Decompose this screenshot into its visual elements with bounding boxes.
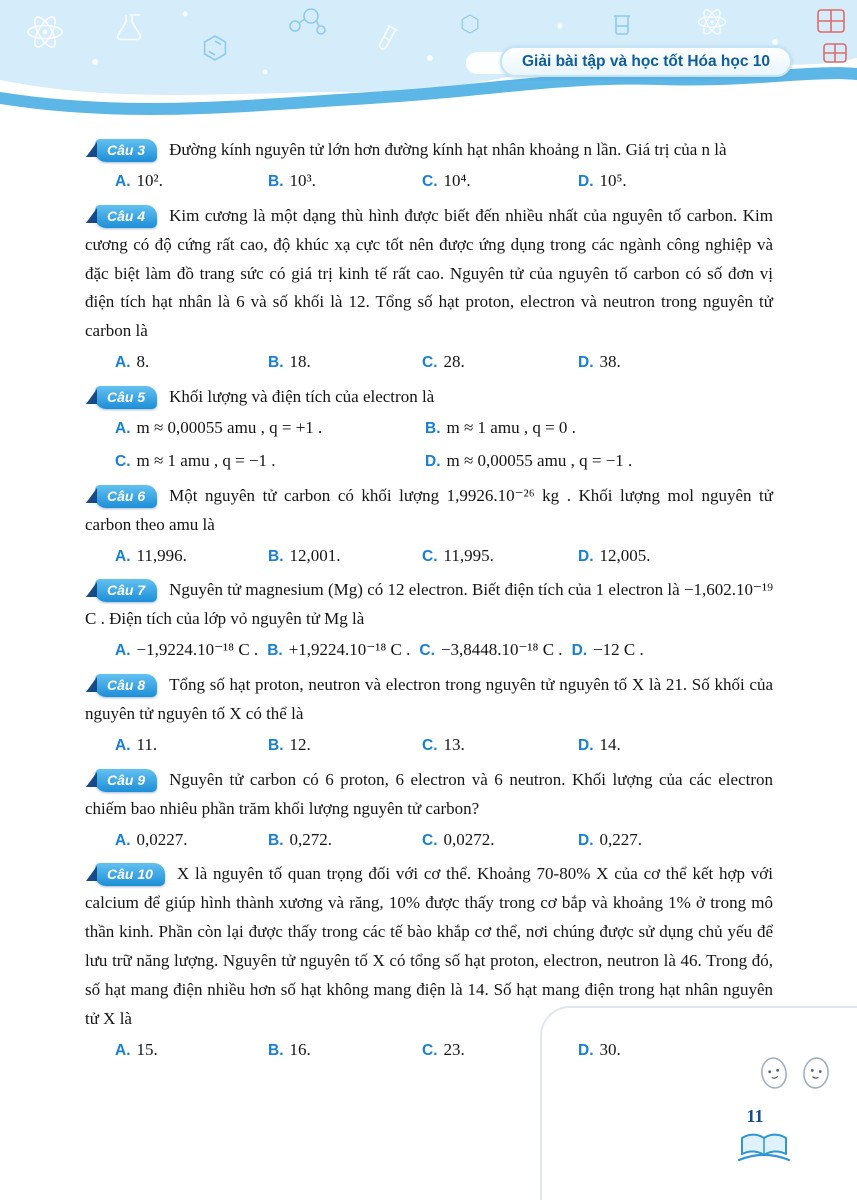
- question-7: [85, 576, 773, 665]
- option-letter: A.: [115, 642, 131, 660]
- open-book-icon: [736, 1128, 792, 1168]
- option-b: [268, 348, 422, 377]
- option-letter: D.: [578, 1041, 594, 1059]
- option-b: [267, 636, 410, 665]
- option-a: [115, 731, 268, 760]
- option-letter: D.: [571, 642, 588, 660]
- option-text: 14.: [599, 734, 621, 754]
- option-a: [115, 636, 258, 665]
- question-statement: Đường kính nguyên tử lớn hơn đường kính hạt nhân khoảng n lần. Giá trị của n là: [169, 140, 727, 159]
- option-letter: C.: [422, 831, 438, 849]
- option-text: +1,9224.10⁻¹⁸ C .: [288, 640, 411, 660]
- option-letter: B.: [268, 831, 284, 849]
- option-text: 11,996.: [136, 545, 187, 565]
- option-d: [572, 636, 644, 665]
- option-text: 15.: [136, 1039, 158, 1059]
- option-text: 12.: [289, 734, 311, 754]
- question-text: [85, 576, 773, 634]
- question-text: [85, 383, 773, 412]
- option-c: [115, 447, 425, 476]
- option-letter: B.: [267, 642, 283, 660]
- option-letter: B.: [268, 736, 284, 754]
- option-text: 23.: [443, 1039, 465, 1059]
- option-b: [268, 1036, 422, 1065]
- option-text: 10².: [136, 170, 163, 190]
- question-text: [85, 671, 773, 729]
- option-text: 10⁵.: [599, 170, 627, 190]
- question-statement: Nguyên tử magnesium (Mg) có 12 electron. Biết điện tích của 1 electron là −1,602.10⁻¹⁹ C . Điện tích của lớp vỏ nguyên tử Mg là: [85, 580, 774, 629]
- options: [85, 542, 773, 571]
- option-text: 28.: [443, 352, 465, 372]
- option-a: [115, 1036, 268, 1065]
- option-text: 12,001.: [289, 545, 341, 565]
- question-number-badge: Câu 10: [95, 863, 165, 886]
- option-b: [268, 826, 422, 855]
- option-letter: B.: [425, 420, 441, 438]
- question-3: [85, 136, 773, 196]
- option-c: [422, 542, 578, 571]
- corner-frame: [540, 1006, 857, 1200]
- option-c: [422, 348, 578, 377]
- option-letter: C.: [422, 736, 438, 754]
- options: [85, 636, 773, 665]
- question-number-badge: Câu 8: [95, 674, 157, 697]
- option-text: −3,8448.10⁻¹⁸ C .: [440, 640, 563, 660]
- options: [85, 731, 773, 760]
- question-number-badge: Câu 5: [95, 386, 157, 409]
- option-text: −12 C .: [593, 640, 644, 660]
- option-letter: A.: [115, 420, 131, 438]
- option-letter: C.: [115, 452, 131, 470]
- option-c: [422, 826, 578, 855]
- option-text: 0,272.: [289, 829, 332, 849]
- option-c: [422, 731, 578, 760]
- option-a: [115, 542, 268, 571]
- option-d: [578, 348, 773, 377]
- option-a: [115, 414, 425, 443]
- options: [85, 167, 773, 196]
- option-letter: D.: [578, 172, 594, 190]
- option-letter: D.: [578, 736, 594, 754]
- option-text: 11.: [136, 734, 158, 754]
- option-letter: D.: [578, 831, 594, 849]
- option-a: [115, 167, 268, 196]
- option-b: [268, 167, 422, 196]
- option-b: [425, 414, 773, 443]
- option-letter: A.: [115, 547, 131, 565]
- option-letter: D.: [578, 547, 594, 565]
- option-d: [578, 826, 773, 855]
- header-badge: Giải bài tập và học tốt Hóa học 10: [500, 46, 792, 77]
- option-text: m ≈ 0,00055 amu , q = −1 .: [446, 450, 633, 470]
- option-text: 16.: [289, 1039, 311, 1059]
- question-number-badge: Câu 7: [95, 579, 157, 602]
- question-number-badge: Câu 4: [95, 205, 157, 228]
- option-letter: A.: [115, 831, 131, 849]
- option-a: [115, 348, 268, 377]
- egg-characters-icon: [756, 1050, 840, 1096]
- option-letter: C.: [422, 354, 438, 372]
- option-text: 11,995.: [443, 545, 494, 565]
- option-letter: C.: [422, 1041, 438, 1059]
- question-statement: Nguyên tử carbon có 6 proton, 6 electron và 6 neutron. Khối lượng của các electron chiếm bao nhiêu phần trăm khối lượng nguyên tử carbon?: [85, 769, 773, 818]
- option-d: [578, 542, 773, 571]
- question-statement: Tổng số hạt proton, neutron và electron trong nguyên tử nguyên tố X là 21. Số khối của nguyên tử nguyên tố X có thể là: [85, 675, 773, 724]
- option-text: 18.: [289, 352, 311, 372]
- option-c: [419, 636, 562, 665]
- question-text: [85, 202, 773, 346]
- option-a: [115, 826, 268, 855]
- option-text: 13.: [443, 734, 465, 754]
- option-b: [268, 731, 422, 760]
- option-text: m ≈ 0,00055 amu , q = +1 .: [136, 418, 323, 438]
- question-number-badge: Câu 9: [95, 769, 157, 792]
- option-text: 30.: [599, 1039, 621, 1059]
- question-statement: Kim cương là một dạng thù hình được biết đến nhiều nhất của nguyên tố carbon. Kim cương có độ cứng rất cao, độ khúc xạ cực tốt nên được ứng dụng trong các ngành công nghiệp và đặc biệt làm đồ trang sức có giá trị kinh tế rất cao. Nguyên tử của nguyên tố carbon có số đơn vị điện tích hạt nhân là 6 và số khối là 12. Tổng số hạt proton, electron và neutron trong nguyên tử carbon là: [85, 205, 773, 341]
- options: [85, 414, 773, 476]
- question-statement: Khối lượng và điện tích của electron là: [169, 387, 435, 407]
- question-4: [85, 202, 773, 377]
- option-letter: A.: [115, 354, 131, 372]
- question-list: [85, 136, 773, 1071]
- question-5: [85, 383, 773, 476]
- option-d: [578, 731, 773, 760]
- question-number-badge: Câu 6: [95, 485, 157, 508]
- question-8: [85, 671, 773, 760]
- question-statement: Một nguyên tử carbon có khối lượng 1,9926.10⁻²⁶ kg . Khối lượng mol nguyên tử carbon theo amu là: [85, 485, 773, 534]
- question-number-badge: Câu 3: [95, 139, 157, 162]
- option-letter: A.: [115, 172, 131, 190]
- option-letter: A.: [115, 1041, 131, 1059]
- option-letter: D.: [578, 354, 594, 372]
- option-letter: B.: [268, 354, 284, 372]
- options: [85, 348, 773, 377]
- option-letter: D.: [425, 452, 441, 470]
- option-text: 12,005.: [599, 545, 651, 565]
- question-statement: X là nguyên tố quan trọng đối với cơ thể. Khoảng 70-80% X của cơ thể kết hợp với calcium để giúp hình thành xương và răng, 10% được thấy trong cơ bắp và khoảng 1% ở trong mô thần kinh. Phần còn lại được thấy trong các tế bào khắp cơ thể, nơi chúng được sử dụng chủ yếu để lưu trữ năng lượng. Nguyên tử nguyên tố X có tổng số hạt proton, electron, neutron là 46. Trong đó, số hạt mang điện nhiều hơn số hạt không mang điện là 14. Số hạt mang điện trong hạt nhân nguyên tử X là: [85, 864, 773, 1028]
- option-c: [422, 167, 578, 196]
- option-text: m ≈ 1 amu , q = −1 .: [136, 450, 276, 470]
- option-letter: C.: [422, 547, 438, 565]
- option-text: −1,9224.10⁻¹⁸ C .: [136, 640, 259, 660]
- option-text: 10⁴.: [443, 170, 471, 190]
- option-text: 38.: [599, 352, 621, 372]
- question-text: [85, 482, 773, 540]
- option-text: m ≈ 1 amu , q = 0 .: [446, 418, 576, 438]
- option-text: 8.: [136, 352, 150, 372]
- option-text: 0,0227.: [136, 829, 188, 849]
- page-number: 11: [746, 1106, 764, 1126]
- option-d: [425, 447, 773, 476]
- question-text: [85, 766, 773, 824]
- option-b: [268, 542, 422, 571]
- question-9: [85, 766, 773, 855]
- option-text: 10³.: [289, 170, 316, 190]
- options: [85, 826, 773, 855]
- option-letter: A.: [115, 736, 131, 754]
- option-letter: C.: [419, 642, 435, 660]
- question-6: [85, 482, 773, 571]
- option-text: 0,0272.: [443, 829, 495, 849]
- option-letter: B.: [268, 547, 284, 565]
- option-letter: B.: [268, 1041, 284, 1059]
- option-d: [578, 167, 773, 196]
- question-text: [85, 136, 773, 165]
- option-letter: B.: [268, 172, 284, 190]
- option-letter: C.: [422, 172, 438, 190]
- option-text: 0,227.: [599, 829, 642, 849]
